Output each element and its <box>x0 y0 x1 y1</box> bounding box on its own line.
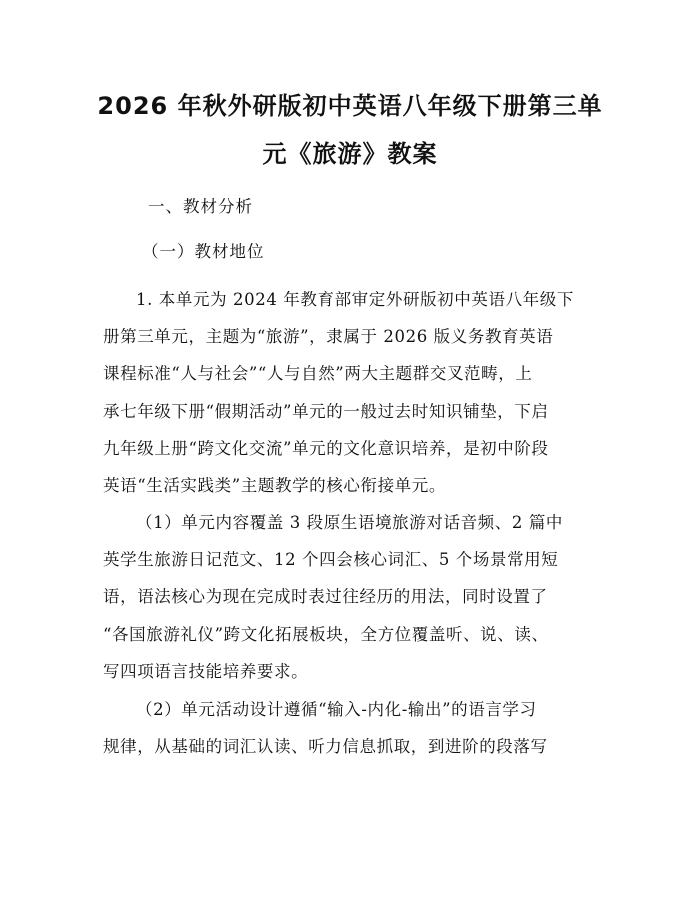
paragraph-line: 英语“生活实践类”主题教学的核心衔接单元。 <box>103 475 446 495</box>
paragraph-line: 册第三单元，主题为“旅游”，隶属于 2026 版义务教育英语 <box>103 327 554 347</box>
paragraph-line: 英学生旅游日记范文、12 个四会核心词汇、5 个场景常用短 <box>103 550 559 570</box>
paragraph-2 <box>103 504 603 690</box>
paragraph-1 <box>103 281 603 504</box>
subsection-heading: （一）教材地位 <box>142 242 265 261</box>
paragraph-line: 课程标准“人与社会”“人与自然”两大主题群交叉范畴，上 <box>103 364 533 384</box>
paragraph-line: 写四项语言技能培养要求。 <box>103 661 309 681</box>
paragraph-line: （2）单元活动设计遵循“输入-内化-输出”的语言学习 <box>136 700 537 719</box>
paragraph-line: 语，语法核心为现在完成时表过往经历的用法，同时设置了 <box>103 587 548 607</box>
paragraph-3 <box>103 691 603 765</box>
paragraph-line: 1. 本单元为 2024 年教育部审定外研版初中英语八年级下 <box>136 290 574 309</box>
paragraph-line: “各国旅游礼仪”跨文化拓展板块，全方位覆盖听、说、读、 <box>103 624 549 644</box>
document-title-line-2: 元《旅游》教案 <box>262 140 438 168</box>
document-title-line-1: 2026 年秋外研版初中英语八年级下册第三单 <box>97 92 603 120</box>
paragraph-line: 承七年级下册“假期活动”单元的一般过去时知识铺垫，下启 <box>103 401 549 421</box>
paragraph-line: 九年级上册“跨文化交流”单元的文化意识培养，是初中阶段 <box>103 438 549 458</box>
paragraph-line: 规律，从基础的词汇认读、听力信息抓取，到进阶的段落写 <box>103 737 548 757</box>
paragraph-line: （1）单元内容覆盖 3 段原生语境旅游对话音频、2 篇中 <box>136 513 564 532</box>
section-heading: 一、教材分析 <box>148 197 253 216</box>
